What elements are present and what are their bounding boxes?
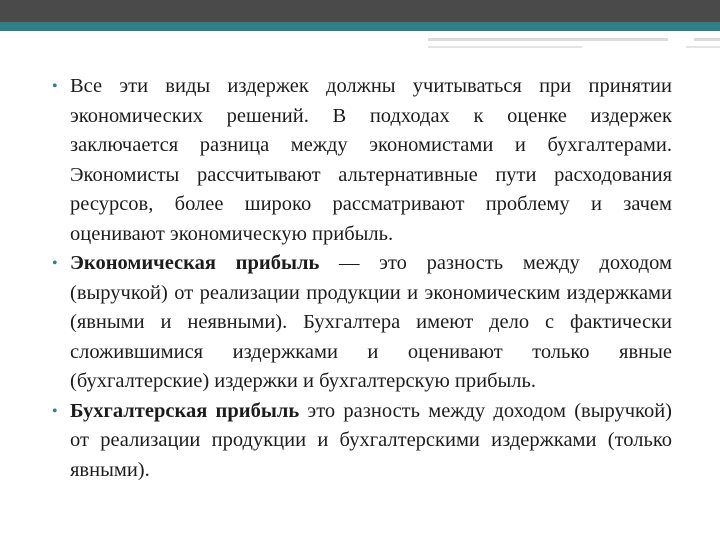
bullet-text: это разность между доходом (выручкой) от реализации продукции и бухгалтерскими издержками (только явными). [70,399,672,481]
bullet-icon: • [52,78,58,95]
bullet-text: — это разность между доходом (выручкой) от реализации продукции и экономическим издержками (явными и неявными). Бухгалтера имеют дело с фактически сложившимися издержками и оценивают только явные (бухгалтерские) издержки и бухгалтерскую прибыль. [70,252,672,392]
slide-accent-band [0,22,720,31]
bullet-item [52,72,672,249]
decorative-line [428,38,668,41]
bullet-item [52,249,672,397]
bullet-icon: • [52,255,58,272]
decorative-line [694,38,720,41]
bullet-term: Экономическая прибыль [70,252,320,274]
bullet-item [52,397,672,486]
slide-top-bar [0,0,720,22]
decorative-line [428,46,582,48]
bullet-term: Бухгалтерская прибыль [70,399,300,422]
slide-body [52,72,672,485]
bullet-text: Все эти виды издержек должны учитываться при принятии экономических решений. В подходах к оценке издержек заключается разница между экономистами и бухгалтерами. Экономисты рассчитывают альтернативные пути расходования ресурсов, более широко рассматривают проблему и зачем оценивают экономическую прибыль. [70,75,672,245]
decorative-line [686,46,720,48]
bullet-icon: • [52,402,58,420]
